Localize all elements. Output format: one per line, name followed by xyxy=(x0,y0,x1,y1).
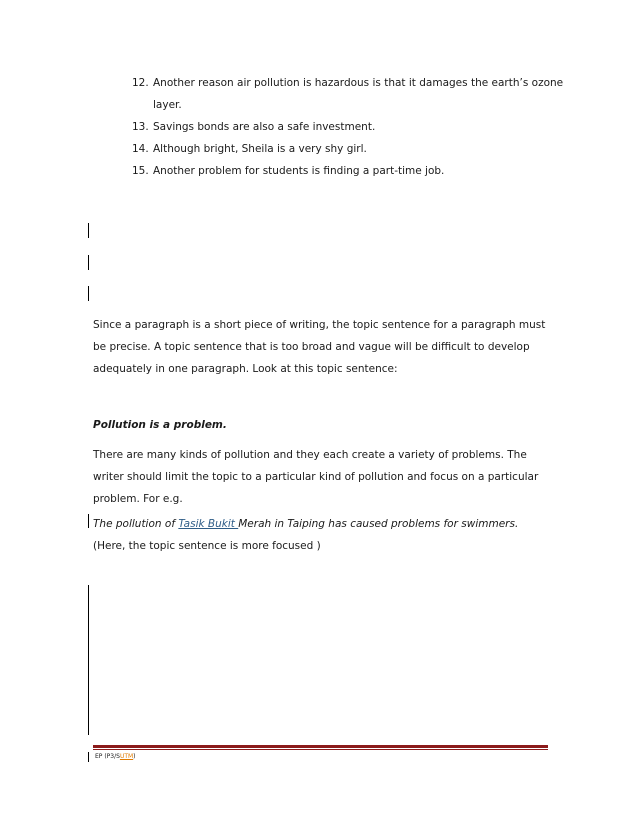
list-item xyxy=(132,72,572,116)
example-text-after: Merah in Taiping has caused problems for swimmers. xyxy=(238,518,519,530)
footer-rule-thin xyxy=(93,749,548,750)
list-item-text: Another reason air pollution is hazardous is that it damages the earth’s ozone layer. xyxy=(153,77,564,111)
list-item-number: 15. xyxy=(132,165,149,177)
footer-rule xyxy=(93,745,548,748)
list-item xyxy=(132,160,572,182)
paragraph-pollution-explanation: There are many kinds of pollution and they each create a variety of problems. The writer should limit the topic to a particular kind of pollution and focus on a particular problem. For e.g. xyxy=(93,449,539,505)
revision-bar xyxy=(88,752,89,762)
example-text-before: The pollution of xyxy=(93,518,179,530)
focused-topic-sentence xyxy=(93,513,518,535)
footer-highlight: UTM xyxy=(119,753,134,760)
list-item-text: Savings bonds are also a safe investment. xyxy=(153,121,376,133)
footer-suffix: ) xyxy=(133,753,136,760)
revision-bar xyxy=(88,514,89,528)
list-item-text: Another problem for students is finding a part-time job. xyxy=(153,165,445,177)
list-item-number: 13. xyxy=(132,121,149,133)
numbered-list xyxy=(132,72,572,182)
revision-bar xyxy=(88,286,89,301)
list-item-number: 12. xyxy=(132,77,149,89)
footer-prefix: EP (P3/S xyxy=(95,753,120,760)
page-footer xyxy=(95,753,136,761)
list-item-text: Although bright, Sheila is a very shy girl. xyxy=(153,143,367,155)
revision-bar xyxy=(88,255,89,270)
focus-note: (Here, the topic sentence is more focused ) xyxy=(93,540,321,552)
topic-sentence-example: Pollution is a problem. xyxy=(93,419,227,431)
paragraph-topic-sentence-intro: Since a paragraph is a short piece of writing, the topic sentence for a paragraph must be precise. A topic sentence that is too broad and vague will be difficult to develop adequately in one paragraph. Look at this topic sentence: xyxy=(93,319,546,375)
list-item-number: 14. xyxy=(132,143,149,155)
place-name-link[interactable]: Tasik Bukit xyxy=(178,518,239,530)
revision-bar xyxy=(88,223,89,238)
list-item xyxy=(132,138,572,160)
list-item xyxy=(132,116,572,138)
revision-bar xyxy=(88,585,89,735)
